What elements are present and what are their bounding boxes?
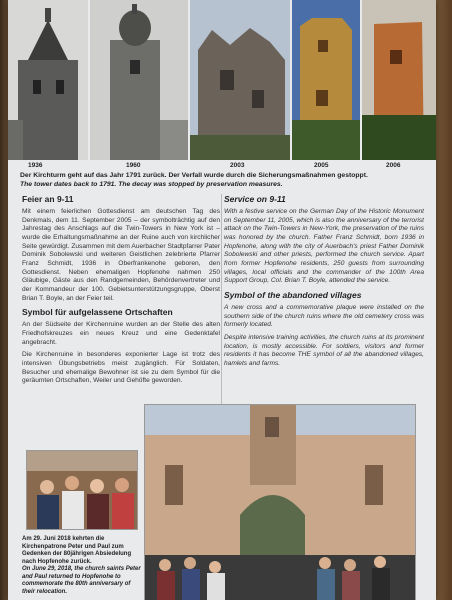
year-label: 2003 [230,162,245,169]
tower-photo-2003 [190,0,290,160]
procession-caption-english: On June 29, 2018, the church saints Peter and Paul returned to Hopfenohe to commemorate the 80th anniversary of their relocation. [22,566,141,595]
tower-photo-strip [8,0,436,160]
year-label: 2006 [386,162,401,169]
tower-photo-2005 [292,0,360,160]
heading-feier: Feier an 9-11 [22,194,74,204]
heading-symbol-de: Symbol für aufgelassene Ortschaften [22,307,173,318]
procession-caption-german: Am 29. Juni 2018 kehrten die Kirchenpatrone Peter und Paul zum Gedenken der 80jährigen Absiedelung nach Hopfenohe zurück. [22,536,132,565]
tower-photo-1960 [90,0,188,160]
paragraph: A new cross and a commemorative plaque were installed on the southern side of the church ruins where the old cemetery cross was formerly located. [224,303,424,329]
caption-german: Der Kirchturm geht auf das Jahr 1791 zurück. Der Verfall wurde durch die Sicherungsmaßnahmen gestoppt. [20,172,368,179]
english-column [224,194,424,373]
year-label: 1936 [28,162,43,169]
magazine-page [8,0,436,600]
column-divider [221,194,222,404]
procession-caption [22,536,142,596]
paragraph: Despite intensive training activities, the church ruins at its prominent location, is mostly accessible. For soldiers, visitors and former residents it has become THE symbol of all the abandoned villages, hamlets and farms. [224,333,424,367]
paragraph: Die Kirchenruine in besonderes exponierter Lage ist trotz des intensiven Übungsbetriebs meist zugänglich. Für Soldaten, Besucher und ehemalige Bewohner ist sie zu dem Symbol für die geräumten Ortschaften, Weiler und Gehöfte geworden. [22,351,220,385]
procession-photo [26,450,138,530]
church-ruin-photo [144,404,416,600]
heading-symbol-en: Symbol of the abandoned villages [224,289,362,300]
paragraph: An der Südseite der Kirchenruine wurden an der Stelle des alten Friedhofskreuzes ein neues Kreuz und eine Gedenktafel angebracht. [22,321,220,346]
tower-photo-2006 [362,0,436,160]
photo-strip-caption [20,172,424,189]
caption-english: The tower dates back to 1791. The decay was stopped by preservation measures. [20,180,283,188]
german-column [22,194,220,390]
heading-service: Service on 9-11 [224,194,286,204]
year-label: 2005 [314,162,329,169]
paragraph: With a festive service on the German Day of the Historic Monument on September 11, 2005, which is also the anniversary of the terrorist attack on the Twin-Towers in New-York, the preservation of the ruins was honored by the church. Father Franz Schmidt, born 1936 in Hopfenohe, along with the city of Auerbach's priest Father Dominik Sobolewski and other priests, performed the church service. Apart from former Hopfenohe residents, 250 guests from surrounding villages, local officials and the commander of the 100th Area Support Group, Col. Brian T. Boyle, attended the service. [224,208,424,285]
paragraph: Mit einem feierlichen Gottesdienst am deutschen Tag des Denkmals, dem 11. September 2005 – der symbolträchtig auf den Jahrestag des Anschlags auf die Twin-Towers in New York ist – wurde die Erhaltungsmaßnahme an der Ruine auch von kirchlicher Seite gewürdigt. Zusammen mit dem Auerbacher Stadtpfarrer Pater Dominik Sobolewski und weiteren Geistlichen zelebrierte Pfarrer Franz Schmidt, 1936 in Oberfrankenohe geboren, den Gottesdienst. Neben ehemaligen Hopfenohe nahmen 250 Gläubige, Gäste aus den Randgemeinden, Behördenvertreter und der Kommandeur der 100. Gebietsunterstützungsgruppe, Oberst Brian T. Boyle, an der Feier teil. [22,208,220,302]
year-label: 1960 [126,162,141,169]
photo-years [8,162,436,172]
tower-photo-1936 [8,0,88,160]
